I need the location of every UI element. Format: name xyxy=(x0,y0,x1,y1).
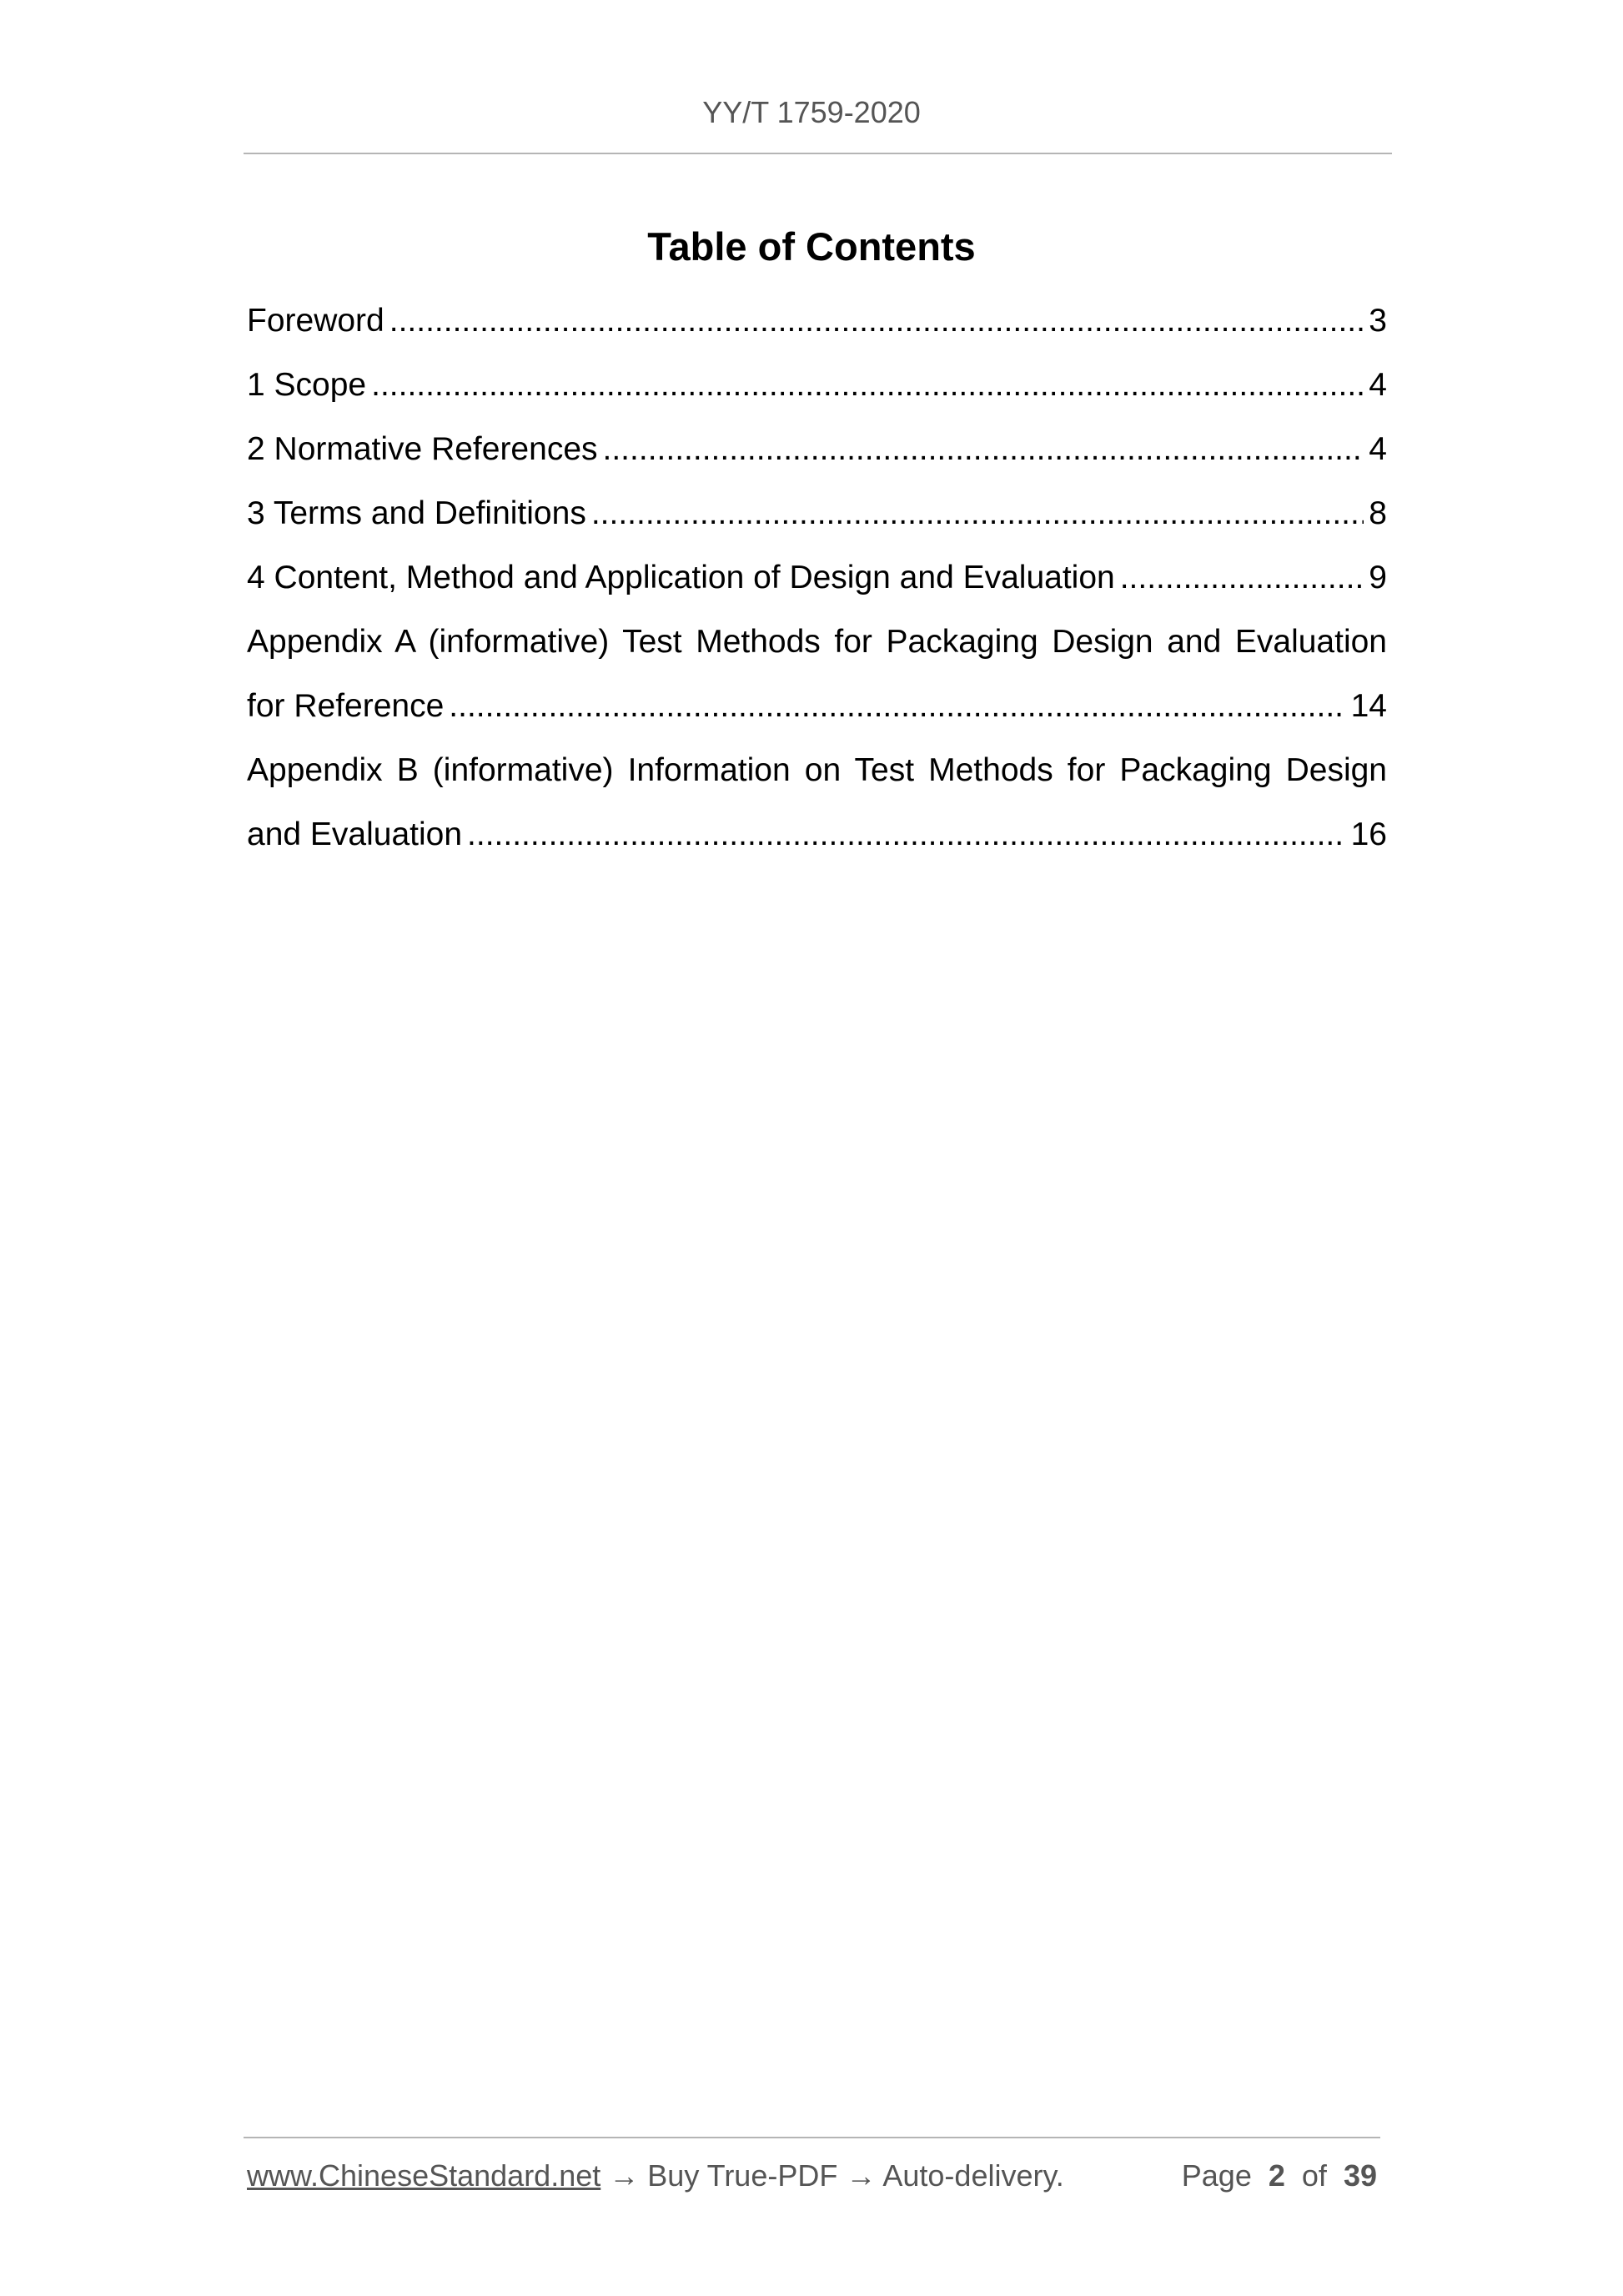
running-header: YY/T 1759-2020 xyxy=(702,95,921,129)
dot-leader xyxy=(371,360,1364,410)
page-footer xyxy=(247,2158,1377,2193)
page-total: 39 xyxy=(1343,2158,1377,2193)
toc-entry-first-line[interactable] xyxy=(247,746,1387,810)
dot-leader xyxy=(603,425,1364,475)
buy-text: Buy True-PDF xyxy=(647,2158,838,2193)
toc-entry-label: Appendix B (informative) Information on Test Methods for Packaging Design xyxy=(247,752,1387,788)
toc-entry-label: Appendix A (informative) Test Methods for Packaging Design and Evaluation xyxy=(247,624,1387,660)
toc-entry-label: 2 Normative References xyxy=(247,431,598,467)
toc-entry-page: 14 xyxy=(1350,688,1387,724)
of-word: of xyxy=(1301,2158,1327,2193)
toc-entry-continuation[interactable] xyxy=(247,810,1387,874)
toc-entry[interactable] xyxy=(247,553,1387,617)
toc-entry[interactable] xyxy=(247,425,1387,489)
dot-leader xyxy=(449,681,1345,731)
toc-entry[interactable] xyxy=(247,489,1387,553)
page-word: Page xyxy=(1181,2158,1252,2193)
toc-entry-continuation[interactable] xyxy=(247,681,1387,746)
arrow-icon: → xyxy=(846,2158,877,2193)
page-current: 2 xyxy=(1268,2158,1285,2193)
arrow-icon: → xyxy=(609,2158,640,2193)
dot-leader xyxy=(1120,553,1364,603)
toc-entry-label: 1 Scope xyxy=(247,367,367,403)
table-of-contents xyxy=(247,296,1387,874)
page-number xyxy=(1182,2158,1377,2193)
toc-title: Table of Contents xyxy=(647,224,976,269)
footer-promo xyxy=(247,2158,1064,2193)
toc-entry-page: 16 xyxy=(1350,816,1387,852)
footer-divider xyxy=(244,2137,1380,2138)
toc-entry-label: for Reference xyxy=(247,688,445,724)
toc-entry-page: 3 xyxy=(1369,303,1387,339)
toc-entry-page: 8 xyxy=(1369,495,1387,531)
toc-entry-label: 3 Terms and Definitions xyxy=(247,495,586,531)
dot-leader xyxy=(389,296,1364,346)
toc-entry-page: 4 xyxy=(1369,431,1387,467)
toc-entry-page: 4 xyxy=(1369,367,1387,403)
toc-entry-label: and Evaluation xyxy=(247,816,463,852)
dot-leader xyxy=(467,810,1346,860)
toc-entry-label: 4 Content, Method and Application of Design and Evaluation xyxy=(247,560,1115,595)
dot-leader xyxy=(591,489,1364,539)
header-divider xyxy=(244,153,1392,154)
toc-entry-page: 9 xyxy=(1369,560,1387,595)
delivery-text: Auto-delivery. xyxy=(882,2158,1064,2193)
website-link[interactable]: www.ChineseStandard.net xyxy=(247,2158,601,2193)
toc-entry-label: Foreword xyxy=(247,303,384,339)
toc-entry[interactable] xyxy=(247,296,1387,360)
toc-entry[interactable] xyxy=(247,360,1387,425)
toc-entry-first-line[interactable] xyxy=(247,617,1387,681)
